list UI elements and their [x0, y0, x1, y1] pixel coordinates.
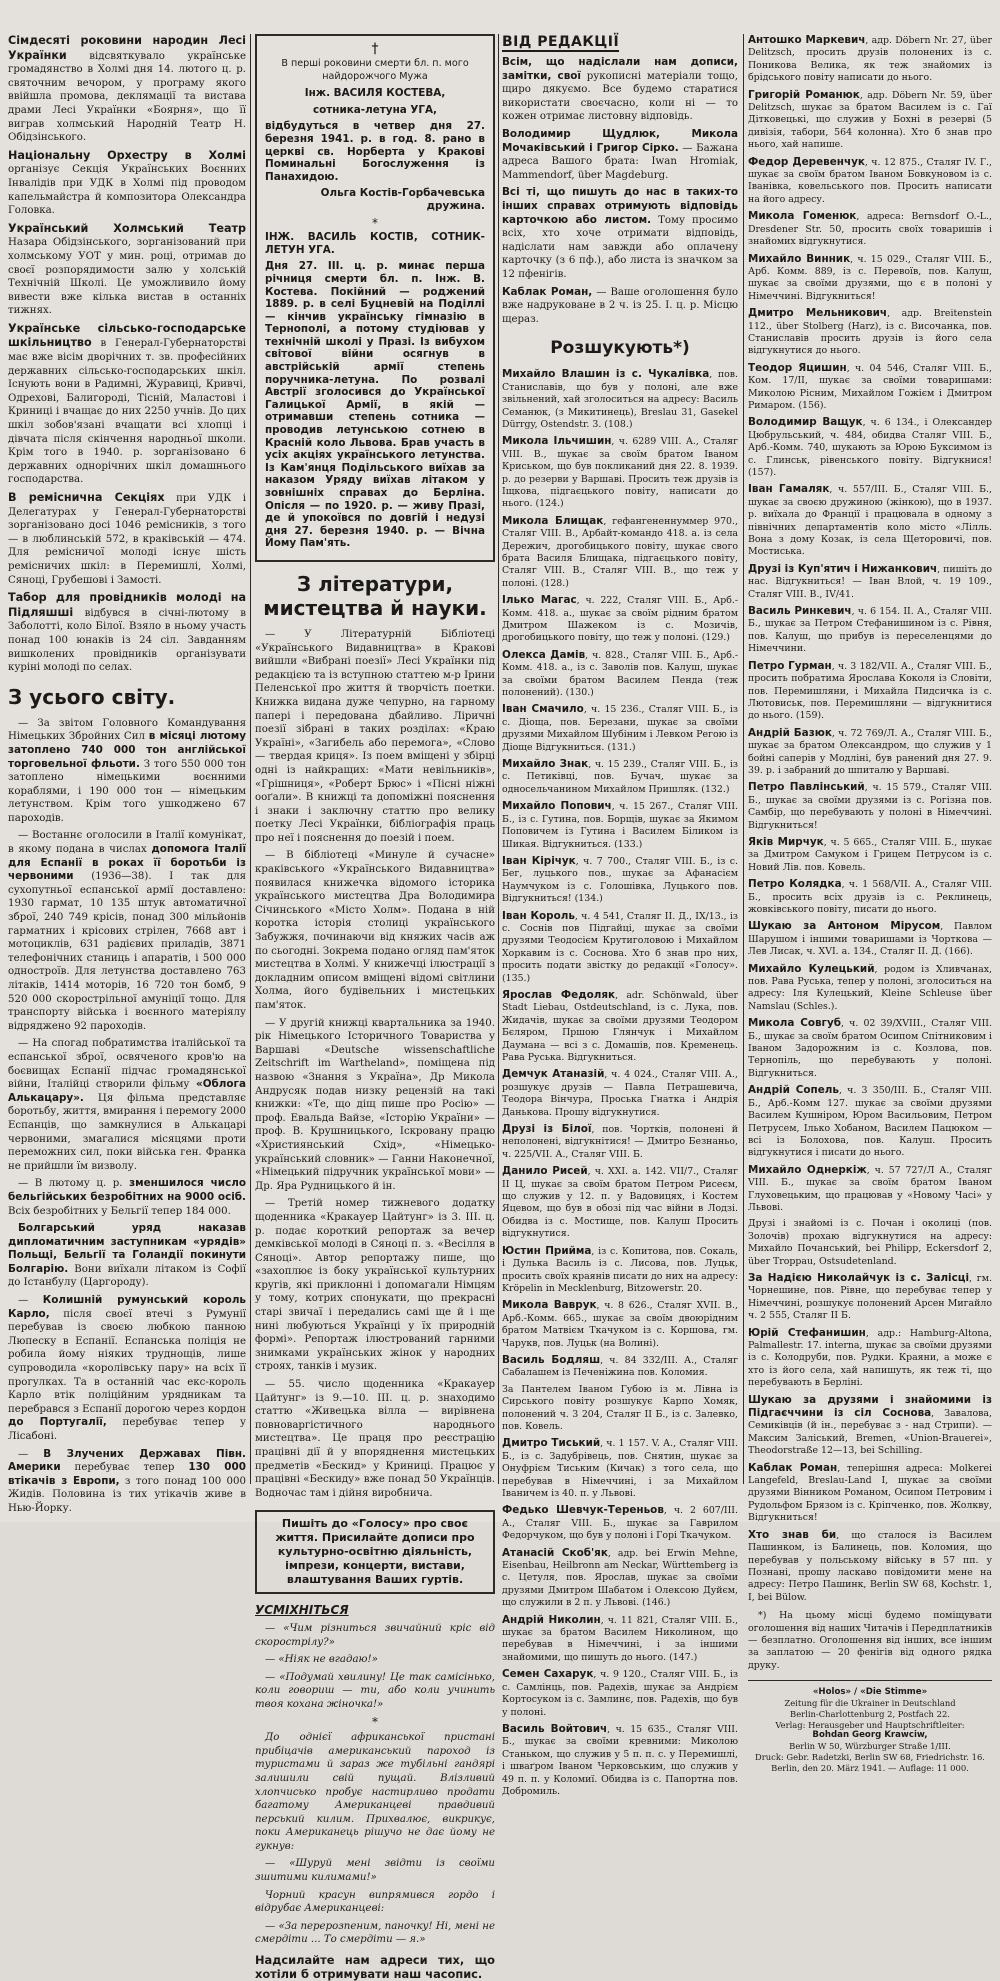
literature-item: — 55. число щоденника «Кракауер Цайтунг» із 9.—10. III. ц. р. знаходимо статтю «Живецька вілла — вирівнена повноваргістичного народнього мистецтва». Це праця про реєстрацію працівні дії й у впоряднення мистецьких предметів «Бескид» у Криниці. Працює у працівні «Бескиду» вже понад 50 Українців. Водночас там і дійня виробнича. [255, 1379, 495, 1499]
entry-name: Друзі із Куп'ятич і Нижанкович [748, 562, 938, 575]
search-entry: Яків Мирчук, ч. 5 665., Сталяг VIII. Б., шукає за Дмитром Самуком і Грицем Петрусом із с. Новий Лів. пов. Ковель. [748, 835, 992, 873]
entry-name: Микола Ваврук [502, 1299, 597, 1312]
obituary-intro: В перші роковини смерти бл. п. мого найдорожчого Мужа [281, 58, 469, 82]
search-entry: Михайло Знак, ч. 15 239., Сталяг VIII. Б., із с. Петиківці, пов. Бучач, шукає за односельчанином Михайлом Пришляк. (132.) [502, 758, 739, 795]
entry-name: Іван Кірічук [502, 854, 576, 867]
search-entry: Друзі і знайомі із с. Почан і околиці (пов. Золочів) прохаю відгукнутися на адресу: Михайло Почанський, bei Philipp, Eckersdorf 2, über Troppau, Ostsudetenland. [748, 1218, 992, 1267]
entry-name: Микола Блищак [502, 514, 604, 527]
search-entry: Ількo Магас, ч. 222, Сталяг VIII. Б., Арб.-Комм. 418. а., шукає за своїм рідним братом Дмитром Шажеком із с. Мозичів, дрогобицького повіту, що теж у полоні. (129.) [502, 594, 738, 644]
search-entry: Каблак Роман, теперішня адреса: Molkerei Langefeld, Breslau-Land I, шукає за своїми друзями Вінником Романом, Осипом Петровим і Рудольфом Брязом із с. Кріпченко, пов. Жолкву, Відгукниться! [748, 1461, 992, 1524]
entry-name: Василь Войтович [502, 1722, 608, 1735]
search-entry: Іван Кірічук, ч. 7 700., Сталяг VIII. Б., із с. Бег, луцького пов., шукає за Афанасієм Наумчуком із с. Голошівка, Луцького пов. Відгукниться! (134.) [502, 854, 739, 905]
search-entry: Друзі із Куп'ятич і Нижанкович, пишіть до нас. Відгукниться! — Іван Влой, ч. 19 109., Сталяг VIII. В., IV/41. [748, 562, 993, 600]
search-entry: Михайло Кулецький, родом із Хливчанах, пов. Рава Руська, тепер у полоні, зголоситься на адресу: Іля Кулецький, Kleine Schleuse über Namslau (Schles.). [748, 962, 992, 1012]
search-entry: Антошко Маркевич, адр. Döbern Nr. 27, über Delitzsch, просить друзів полонених із с. Поникова Велика, як теж знайомих із брідського повіту написати до нього. [748, 34, 992, 84]
entry-name: Яків Мирчук [748, 835, 824, 848]
entry-name: Хто знав би [748, 1528, 837, 1541]
entry-name: Федько Шевчук-Тереньов [502, 1504, 664, 1517]
entry-name: Григорій Романюк [748, 88, 860, 101]
search-entry: Микола Гоменюк, адреса: Bernsdorf O.-L., Dresdener Str. 50, просить своїх товаришів і знайомих відгукнутися. [748, 210, 992, 248]
search-entry: Володимир Ващук, ч. 6 134., і Олександер Цюбрульський, ч. 484, обидва Сталяг VIII. Б., Арб.-Комм. 740, шукають за Юрою Буксимом із с. Глинськ, рівенського повіту. Відгукнися! (157). [748, 416, 992, 478]
joke-line: До однієї африканської пристані прибіцачів американський пароход із туристами й зараз же тубільні гандярі залишили свій пущай. Влізливий хлопчисько пробує настирливо продати багатому Американцеві правдивий перський килим. Прихвалює, викрикує, поки Американець рішучо не дає йому не гукнув: [255, 1732, 495, 1852]
search-entry: Данило Рисей, ч. XXI. а. 142. VII/7., Сталяг II Ц, шукає за своїм братом Петром Рисеєм, що служив у 12. п. у Вадовицях, і Костем Яцевом, що був в обозі під час війни в Лодзі. Обидва із с. Мостище, пов. Калуш Просить відгукнутися. [502, 1165, 738, 1240]
biography-heading: ІНЖ. ВАСИЛЬ КОСТІВ, СОТНИК-ЛЕТУН УГА. [265, 231, 485, 256]
world-item: — В лютому ц. р. зменшилося число бельгійських безробітних на 9000 осіб. Всіх безробітних у Бельгії тепер 184 000. [8, 1177, 246, 1217]
literature-item: — Третій номер тижневого додатку щоденника «Кракауер Цайтунг» із 3. III. ц. р. подає короткий репортаж за вечер демківської молоді в Сяноці п. з. «Весілля в Сяноці». Автор репортажу пише, що «захоплює із боку української культурних кругів, які приклонні і допомагали Німцям у тому, котрих спонукати, що прекрасні старі звичаї і передались самі ще й і ще нині любуються Українці у їх природній формі». Репортаж ілюстрований гарними знимками українських жінок у народних строях, танків і музик. [255, 1198, 495, 1373]
entry-name: Теодор Яцишин [748, 361, 847, 374]
joke-line: — «Чим різниться звичайний кріс від скорострілу?» [255, 1622, 495, 1648]
editorial-note: Володимир Щудлюк, Микола Мочаківський і Григор Сірко. — Бажана адреса Вашого брата: Iwan Hromiak, Mammendorf, über Magdeburg. [502, 127, 738, 181]
search-entry: Василь Бодляш, ч. 84 332/III. А., Сталяг Сабалашем із Печеніжина пов. Коломия. [502, 1353, 739, 1379]
joke-line: — «Подумай хвилину! Це так самісінько, коли говориш — ти, або коли учинить твоя кохана жіночка!» [255, 1671, 495, 1710]
entry-name: Дмитро Тиський [502, 1437, 601, 1450]
column-1 [8, 34, 246, 1514]
entry-name: Атанасій Скоб'як [502, 1546, 608, 1559]
entry-name: Іван Гамаляк [748, 483, 830, 496]
search-entry: Михайло Влашин із с. Чукалівка, пов. Станиславів, що був у полоні, але вже звільнений, хай зголоситься на адресу: Василь Семанюк, (з Микитинець), Breslau 31, Gasekel Dürrgy, Ostendstr. 3. (108.) [502, 368, 738, 430]
entry-name: Михайло Попович [502, 800, 612, 813]
entry-name: За Надією Николайчук із с. Залісці [748, 1271, 970, 1284]
obituary-text: відбудуться в четвер дня 27. березня 1941. р. в год. 8. рано в церкві св. Норберта у Кракові Поминальні Богослуження із Панахидою. [265, 120, 485, 183]
entry-name: Михайло Винник [748, 252, 851, 265]
world-item: Болгарський уряд наказав дипломатичним заступникам «урядів» Польщі, Бельгії та Голандії покинути Болгарію. Вони виїхали літаком із Софії до Істанбулу (Царгороду). [8, 1222, 246, 1289]
star-separator: * [372, 1714, 378, 1729]
entry-name: Данило Рисей [502, 1165, 588, 1178]
search-entry: Микола Совгуб, ч. 02 39/ХVIII., Сталяг VIII. Б., шукає за своїм братом Осипом Спітниковим і Іваном Задорожним із с. Козлова, пов. Тернопіль, що перебувають у полоні. Відгукниться. [748, 1017, 992, 1079]
column-rule [743, 34, 744, 1484]
search-entry: Теодор Яцишин, ч. 04 546, Сталяг VIII. Б., Ком. 17/II, шукає за своїми товаришами: Миколою Рісним, Михайлом Гожієм і Дмитром Римаром. (156). [748, 361, 992, 411]
search-entry: Федько Шевчук-Тереньов, ч. 2 607/III. А., Сталяг VIII. Б., шукає за Гаврилом Федорчуком, що був у полоні і Горі Ткачуком. [502, 1504, 738, 1542]
biography-text: Дня 27. III. ц. р. минає перша річниця смерти бл. п. Інж. В. Костева. Покійний — роджений 1889. р. в селі Буцневій на Поділлі — кінчив українську гімназію в Тернополі, а потому студіював у технічній школі у Празі. Із вибухом світової війни осягнув в австрійській армії степень поручника-летуна. По розвалі Австрії зголосився до Української Галицької Армії, в якій — отримавши степень сотника — проводив летунською сотнею в Красній коло Львова. Брав участь в усіх акціях українського летунства. Із Кам'янця Подільського виїхав за наказом Уряду виїхав літаком у зовнішніх справах до Берліна. Опісля — по 1920. р. — живу Празі, де й упокоївся по довгій і недузі дня 27. березня 1940. р. — Вічна Йому Пам'ять. [265, 260, 485, 550]
entry-name: Каблак Роман [748, 1461, 838, 1474]
editorial-note: Всім, що надіслали нам дописи, замітки, свої рукописні матеріали тощо, щиро дякуємо. Все будемо старатися використати своєчасно, коли ні — то кожен отримає листовну відповідь. [502, 56, 738, 123]
search-entry: Микола Ваврук, ч. 8 626., Сталяг XVII. В., Арб.-Комм. 665., шукає за своїм двоюрідним братом Матвієм Ткачуком із с. Коршова, гм. Чарукв, пов. Луцьк (на Волині). [502, 1299, 738, 1349]
joke-line: — «Ніяк не вгадаю!» [265, 1654, 378, 1666]
column-3 [502, 34, 739, 1797]
footnote: *) На цьому місці будемо поміщувати оголошення від наших Читачів і Передплатників — безплатно. Оголошення від інших, все іншим за заплатою — 20 фенігів від одного рядка друку. [748, 1610, 992, 1671]
search-entry: Василь Войтович, ч. 15 635., Сталяг VIII. Б., шукає за своїми кревними: Миколою Станьком, що служив у 5 п. п. с. у Перемишлі, і шваґром Іваном Черковським, що служив у 49 п. п. у Коломиї. Обидва із с. Папортна пов. Добромиль. [502, 1722, 738, 1797]
search-entry: Петро Гурман, ч. 3 182/VII. А., Сталяг VIII. Б., просить побратима Ярослава Коколя із Словіти, пов. Перемишляни, і Михайла Пидсичка із с. Лютовиськ, пов. Перемишляни — відгукнитися до нього. (159). [748, 659, 992, 722]
humor-heading: УСМІХНІТЬСЯ [255, 1603, 349, 1618]
entry-name: Юстин Прийма [502, 1244, 592, 1257]
joke-line: Чорний красун випрямився гордо і відрубає Американцеві: [255, 1889, 495, 1915]
news-item: Табор для провідників молоді на Підляшші відбувся в січні-лютому в Заболотті, коло Білої. Взяло в ньому участь понад 100 юнаків із 24 сіл. Завданням вишколених провідників організувати куріні молоді по селах. [8, 591, 246, 674]
write-to-us-box: Пишіть до «Голосу» про своє життя. Присилайте дописи про культурно-освітню діяльність, імпрези, концерти, вистави, влаштування Ваших гуртів. [255, 1510, 495, 1594]
search-entry: Ярослав Федоляк, adr. Schönwald, über Stadt Liebau, Ostdeutschland, із с. Лука, пов. Жидачів, шукає за своїми друзями Теодором Бєляром, Пршою Глянчук і Михайлом Даумана — всі з с. Домашів, пов. Кременець. Рава Руська. Відгукниться. [502, 988, 738, 1063]
entry-name: Михайло Кулецький [748, 962, 875, 975]
search-entry: Микола Блищак, гефангененнуммер 970., Сталяг VIII. В., Арбайт-командо 418. а. із села Дережич, дрогобицького повіту, шукає свого брата Василя Блищака, підгаєцького повіту, Сталяг VIII. В., Сталяг VIII. В., що теж у полоні. (128.) [502, 514, 738, 589]
search-entry: Демчук Атаназій, ч. 4 024., Сталяг VIII. А., розшукує друзів — Павла Петрашевича, Теодора Вінчура, Проська Гнатка і Андрія Данькова. Прошу відгукнутися. [502, 1068, 738, 1118]
entry-name: Юрій Стефанишин [748, 1326, 866, 1339]
entry-name: Володимир Ващук [748, 416, 863, 429]
send-addresses-note: Надсилайте нам адреси тих, що хотіли б отримувати наш часопис. [255, 1953, 495, 1981]
obituary-box [255, 34, 495, 562]
imprint: «Holos» / «Die Stimme» Zeitung für die Ukrainer in Deutschland Berlin-Charlottenburg 2, Postfach 22. Verlag: Herausgeber und Hauptschriftleiter: Bohdan Georg Krawciw, Berlin W 50, Würzburger Straße 1/III. Druck: Gebr. Radetzki, Berlin SW 68, Friedrichstr. 16. Berlin, den 20. März 1941. — Auflage: 11 000. [748, 1680, 992, 1773]
entry-name: Шукаю за Антоном Мірусом [748, 920, 941, 933]
column-rule [250, 34, 251, 1484]
entry-name: Олекса Дамів [502, 648, 586, 661]
search-entry: Шукаю за друзями і знайомими із Підгаєччини із сіл Соснова, Завалова, Семиківців (й ін., перебуває з - над Стрипи). — Максим Заліський, Bremen, «Union-Brauerei», Theodorstraße 12—13, bei Schilling. [748, 1393, 992, 1457]
entry-name: Михайло Влашин із с. Чукалівка [502, 368, 710, 381]
section-heading-literature: З літератури, мистецтва й науки. [263, 571, 487, 620]
entry-name: Дмитро Мельникович [748, 307, 888, 320]
search-entry: Юстин Прийма, із с. Копитова, пов. Сокаль, і Дулька Василь із с. Лисова, пов. Луцьк, просить своїх краянів писати до них на адресу: Kröpelin in Mecklenburg, Bitzowerstr. 20. [502, 1244, 738, 1294]
entry-name: Іван Король [502, 909, 575, 922]
entry-name: Друзі із Білої [502, 1123, 592, 1136]
entry-name: Василь Ринкевич [748, 605, 852, 618]
search-entry: Хто знав би, що сталося із Василем Пашинком, із Балинець, пов. Коломия, що перебував у польському війську в 57 пп. у Познані, прошу ласкаво повідомити мене на адресу: Петро Пашинк, Berlin SW 68, Kochstr. 1, I, bei Bülow. [748, 1528, 992, 1603]
entry-name: Василь Бодляш [502, 1353, 601, 1366]
entry-name: Микола Совгуб [748, 1017, 842, 1030]
search-entry: Іван Король, ч. 4 541, Сталяг II. Д., IX/13., із с. Соснів пов Підгайці, шукає за своїми друзями Теодосієм Крутиголовою і Михайлом Хоркавим із с. Соснова. Хто б знав про них, просить подати звістку до редакції «Голосу». (135.) [502, 909, 739, 984]
search-entry: Шукаю за Антоном Мірусом, Павлом Шарушом і іншими товаришами із Чорткова — Лев Лисак, ч. XVI. а. 134., Сталяг II. Д. (166). [748, 920, 992, 958]
entry-name: Демчук Атаназій [502, 1068, 605, 1081]
entry-name: Петро Гурман [748, 659, 832, 672]
search-entry: Друзі із Білої, пов. Чортків, полонені й неполонені, відгукнітися! — Дмитро Безнаньо, ч. 225/VII. А., Сталяг VIII. Б. [502, 1123, 738, 1160]
literature-item: — У Літературній Бібліотеці «Українського Видавництва» в Кракові вийшли «Вибрані поезії» Лесі Українки під редакцією та із вступною статтею м-р Ірини Пеленської про життя й творчість поетки. Книжка видана дуже чепурно, на гарному папері і передована дбайливо. Ліричні поезії зібрані в таких розділах: «Краю Україні», «Загибель або перемога», «Слово — твердая криця». Із поем вміщені у збірці одні із найкращих: «Мати невільників», «Грішниця», «Роберт Брюс» і «Пісні ніжні ооґали». В книжці та допоміжні пояснення і знаки і заключну статтю про велику поетку Лесі Українки, бібліографія праць про неї і пояснення до поезій і поем. [255, 628, 495, 844]
section-heading-world: З усього світу. [8, 684, 176, 709]
news-item: Національну Орхестру в Холмі організує Секція Українських Воєнних Інвалідів при УДК в Холмі під проводом капельмайстра й композитора Олександра Головка. [8, 148, 246, 217]
entry-name: Федор Деревенчук [748, 155, 865, 168]
search-entry: Іван Гамаляк, ч. 557/III. Б., Сталяг VIII. Б., шукає за своєю дружиною (жінкою), що в 1937. р. виїхала до Франції і працювала в одному з північних департаментів коло місто «Лілль. Вона з дому Козак, із села Щеторовичі, пов. Мостиська. [748, 483, 992, 558]
editorial-note: Всі ті, що пишуть до нас в таких-то інших справах отримують відповідь карточкою або листом. Тому просимо всіх, хто хоче отримати відповідь, надіслати нам завжди або оплачену карточку (з 6 пф.), або листа із значком за 12 пфенігів. [502, 186, 738, 280]
entry-name: Михайло Знак [502, 758, 589, 771]
search-entry: Михайло Винник, ч. 15 029., Сталяг VIII. Б., Арб. Комм. 889, із с. Перевоїв, пов. Калуш, шукає за своїми друзями, що є в полоні у Німеччині. Відгукниться! [748, 252, 992, 302]
obituary-signature: Ольга Костів-Горбачевська дружина. [320, 187, 485, 212]
search-entry: Дмитро Тиський, ч. 1 157. V. А., Сталяг VIII. Б., із с. Задубрівець, пов. Снятин, шукає за Онуфрієм Тиським (Кичак) з того села, що перебував в Німеччині, і за Михайлом Іваничем із 40. п. у Львові. [502, 1437, 738, 1499]
section-heading-editorial: ВІД РЕДАКЦІЇ [502, 34, 620, 50]
search-entries [502, 368, 738, 1798]
star-separator: * [372, 215, 378, 230]
literature-item: — В бібліотеці «Минуле й сучасне» краківського «Українського Видавництва» появилася книжечка відомого історика українського мистецтва Дра Володимира Січинського «Місто Холм». Подана в ній коротка історія столиці українського Забужжя, починаючи від княжих часів аж по сьогодні. Зокрема подано огляд пам'яток мистецтва в Холмі. У книжечці ілюстрації з докладним описом вміщені відомі світлини Холма, його будівельних і мистецьких пам'яток. [255, 850, 495, 1011]
search-entry: Федор Деревенчук, ч. 12 875., Сталяг IV. Г., шукає за своїм братом Іваном Бовкуновом із с. Іванівка, ковельського пов. Просить написати на його адресу. [748, 155, 992, 205]
entry-name: Іван Смачило [502, 703, 584, 716]
search-entry: Михайло Попович, ч. 15 267., Сталяг VIII. Б., із с. Гутина, пов. Борщів, шукає за Якимом Поповичем із Гутина і Василем Біликом із Шикая. Відгукниться. (133.) [502, 800, 739, 850]
entry-name: Ярослав Федоляк [502, 988, 616, 1001]
search-entry: Петро Колядка, ч. 1 568/VII. А., Сталяг VIII. Б., просить всіх друзів із с. Реклинець, жовківського повіту, писати до нього. [748, 878, 992, 915]
entry-name: Петро Колядка [748, 878, 842, 891]
cross-icon: † [371, 41, 379, 57]
joke-line: — «Шуруй мені звідти із своїми зшитими килимами!» [255, 1858, 495, 1884]
column-rule [498, 34, 499, 1484]
column-4 [748, 34, 993, 1773]
search-entry: Василь Ринкевич, ч. 6 154. II. А., Сталяг VIII. Б., шукає за Петром Стефанишином із с. Рівня, пов. Калуш, що прибув із переселенцями до Німеччини. [748, 605, 992, 655]
search-entry: За Пантелем Іваном Губою із м. Лівна із Сирського повіту розшукує Карпо Хомяк, полонений ч. 3 204, Сталяг II Б., із с. Залевко, пов. Ковель. [502, 1383, 738, 1432]
search-entries [748, 34, 992, 1604]
world-item: — В Злучених Державах Півн. Америки перебуває тепер 130 000 втікачів з Европи, з того понад 100 000 Жидів. Половина із тих утікачів живе в Нью-Йорку. [8, 1447, 246, 1514]
entry-name: Микола Ільчишин [502, 435, 612, 448]
world-item: — Колишній румунський король Карло, після своєї втечі з Румунії перебував із своєю любкою панною Люпеску в Еспанії. Еспанська поліція не робила йому ніяких труднощів, лише супроводила «королівську пару» на всіх її прогулках. Та в останній час екс-король Карло втік поліційним урядникам та перебрався з Еспанії дорогою через кордон до Португалії, перебуває тепер у Лісабоні. [8, 1294, 246, 1442]
search-entry: Семен Сахарук, ч. 9 120., Сталяг VIII. Б., із с. Самлінць, пов. Радехів, шукає за Андрієм Кортосуком із с. Замлинє, пов. Радехів, що був у полоні. [502, 1668, 739, 1718]
search-entry: Андрій Сопель, ч. 3 350/III. Б., Сталяг VIII. Б., Арб.-Комм 127. шукає за своїми друзями Василем Кушніром, Юром Васильовим, Петром Петрусем, Ілько Хобаном, Василем Пацюком — всі із Болохова, пов. Калуш. Просить відгукнутися і писати до нього. [748, 1084, 992, 1159]
entry-name: Андрій Базюк [748, 726, 832, 739]
search-entry: Юрій Стефанишин, адр.: Hamburg-Altona, Palmallestr. 17. interna, шукає за своїми друзями із с. Колодруби, пов. Рудки. Краяни, а може є хто із його села, хай напишуть, як теж ті, що перебувають в Берліні. [748, 1326, 992, 1389]
obituary-rank: сотника-летуна УГА, [312, 103, 438, 116]
entry-name: Михайло Однеркіж [748, 1163, 867, 1176]
entry-name: Семен Сахарук [502, 1668, 594, 1681]
search-entry: Андрій Базюк, ч. 72 769/Л. А., Сталяг VIII. Б., шукає за братом Олександром, що служив у 1 бойні саперів у Модліні, був ранений дня 27. 9. 39. р. і забраний до шпиталю у Варшаві. [748, 726, 992, 776]
joke-line: — «За перерозпеним, паночку! Ні, мені не смердіти ... То смердіти — я.» [255, 1920, 495, 1946]
entry-name: Шукаю за друзями і знайомими із Підгаєччини із сіл Соснова [748, 1393, 992, 1420]
literature-item: — У другій книжці квартальника за 1940. рік Німецького Історичного Товариства у Варшаві «Deutsche wissenschaftliche Zeitschrift im Wartheland», поміщена під назвою «Знання з Україна», Др Микола Андрусяк подав низку рецензій на такі книжки: «Те, що діщ пише про Росію» — проф. Евальда Вайзе, «Історію України» — проф. В. Крушницького, Іскровану працю «Християнський Схід», «Німецько-український словник» — Ганни Наконечної, «Німецький підручник української мови» — Др. Яра Рудницького й ін. [255, 1017, 495, 1192]
world-item: — За звітом Головного Командування Німецьких Збройних Сил в місяці лютому затоплено 740 000 тон англійської торговельної фльоти. З того 550 000 тон затоплено німецькими воєнними кораблями, і 190 000 тон — німецьким летунством. Крім того ушкоджено 67 пароходів. [8, 717, 246, 824]
column-2 [255, 34, 495, 1981]
obituary-name: Інж. ВАСИЛЯ КОСТЕВА, [304, 87, 446, 100]
search-entry: Атанасій Скоб'як, адр. bei Erwin Mehne, Eisenbau, Heilbronn am Neckar, Württemberg із с. Цетуля, пов. Ярослав, шукає за своїми друзями Дмитром Шабатом і Олексою Дуйєм, що служили в 2 п. у Львові. (146.) [502, 1546, 738, 1609]
search-entry: Микола Ільчишин, ч. 6289 VIII. А., Сталяг VIII. В., шукає за своїм братом Іваном Криськом, що був покликаний дня 22. 8. 1939. р. до резерви у Варшаві. Просить теж друзів із Іщкова, підгаєцького повіту, написати до нього. (124.) [502, 435, 738, 510]
news-item: В реміснична Секціях при УДК і Делегатурах у Генерал-Губернаторстві зорганізовано досі 1046 ремісників, з того — в люблинській 572, в краківській — 474. Для ремісничої молоді існує шість ремісничих шкіл: в Перемишлі, Холмі, Сяноці, Грубешові і Замості. [8, 491, 246, 586]
search-entry: Олекса Дамів, ч. 828., Сталяг VIII. Б., Арб.-Комм. 418. а., із с. Заволів пов. Калуш, шукає за своїми братом Василем Пенда (теж полонений). (130.) [502, 648, 738, 699]
search-entry: За Надією Николайчук із с. Залісці, гм. Чорнешине, пов. Рівне, що перебуває тепер у Німеччині, розшукує полонений Арсен Мигайло ч. 2 555, Сталяг II Б. [748, 1271, 992, 1322]
search-entry: Петро Павлінський, ч. 15 579., Сталяг VIII. Б., шукає за своїми друзями із с. Рогізна пов. Самбір, що перебувають у полоні в Німеччині. Відгукниться! [748, 781, 993, 831]
entry-name: Андрій Николин [502, 1613, 601, 1626]
search-entry: Іван Смачило, ч. 15 236., Сталяг VIII. Б., із с. Діоща, пов. Березани, шукає за своїми друзями Михайлом Шубіним і Левком Регою із Діоще Відгукниться. (131.) [502, 703, 738, 753]
world-item: — На спогад побратимства італійської та еспанської зброї, освяченого кров'ю на боєвищах Еспанії підчас громадянської війни, Італійці створили фільму «Облога Алькацару». Ця фільма представляє боротьбу, життя, вмирання і перемогу 2000 Еспанців, що замкнулися в Алькацарі червоними, змагалися місяцями проти переможних сил, поки війська ген. Франка не прийшли їм визволу. [8, 1038, 246, 1172]
search-entry: Михайло Однеркіж, ч. 57 727/Л А., Сталяг VIII. Б., шукає за своїм братом Іваном Глуховецьким, що працював у «Новому Часі» у Львові. [748, 1163, 993, 1213]
news-item: Український Холмський Театр Назара Обідзінського, зорганізований при холмському УОТ у мин. році, отримав до своєї розпорядимости залю у холській Технічній Школі. Це уможливило йому вивести вже кілька вистав в останніх тижнях. [8, 221, 246, 317]
editorial-note: Каблак Роман, — Ваше оголошення було вже надруковане в 2 ч. із 25. І. ц. р. Місцю щераз. [502, 285, 738, 325]
news-item: Сімдесяті роковини народин Лесі Українки відсвяткувало українське громадянство в Холмі дня 14. лютого ц. р. святочним вечором, у програму якого ввійшла промова, деклямації та вистава драми Лесі Українки «Боярня», що її виграв холмський Народній Театр Н. Обідзінського. [8, 34, 246, 144]
search-entry: Григорій Романюк, адр. Döbern Nr. 59, über Delitzsch, шукає за братом Василем із с. Гаї Дітковецькі, що служив у Бохні в резерві (5 дивізія, табори, 564 колонна). Хто б знав про нього, хай напише. [748, 88, 992, 151]
news-item: Українське сільсько-господарське шкільництво в Генерал-Губернаторстві має вже вісім дворічних т. зв. професійних державних сільсько-господарських шкіл. Існують вони в Радимні, Журавиці, Кривчі, Одрехові, Балигороді, Тісній, Маластові і Криниці і вчащає до них 2250 учнів. До цих шкіл зобов'язані вчащати всі хлопці і дівчата після скінчення народньої школи. Крім того в 1940. р. зорганізовано 6 державних однорічних шкіл домашнього господарства. [8, 321, 246, 486]
entry-name: Андрій Сопель [748, 1084, 839, 1097]
entry-name: Петро Павлінський [748, 781, 865, 794]
world-item: — Востаннє оголосили в Італії комунікат, в якому подана в числах допомога Італії для Еспанії в роках її боротьби із червоними (1936—38). І так для сухопутньої еспанської армії доставлено: 1930 гармат, 10 135 штук автоматичної зброї, 240 749 крісів, понад 300 мільйонів гарматних і крісових стрілен, 7668 авт і мотоциклів, 631 радієвих приладів, 3871 телефонічних станиць і апаратів, і 500 000 одностроїв. Для летунства доставлено 763 літаків, 1414 моторів, 16 720 тон бомб, 9 520 000 скорострільної амуніції тощо. Для транспорту війська і воєнного матеріялу відряджено 92 пароходів. [8, 830, 247, 1032]
entry-name: Ількo Магас [502, 594, 577, 607]
entry-name: Микола Гоменюк [748, 210, 857, 223]
section-heading-search: Розшукують*) [550, 338, 690, 359]
search-entry: Андрій Николин, ч. 11 821, Сталяг VIII. Б., шукає за братом Василем Николином, що перебував в Німеччині, і за іншими знайомими, що пишуть до нього. (147.) [502, 1613, 738, 1663]
search-entry: Дмитро Мельникович, адр. Breitenstein 112., über Stolberg (Harz), із с. Височанка, пов. Станиславів просить друзів із його села відгукнутися до нього. [748, 307, 992, 357]
entry-name: Антошко Маркевич [748, 34, 866, 46]
